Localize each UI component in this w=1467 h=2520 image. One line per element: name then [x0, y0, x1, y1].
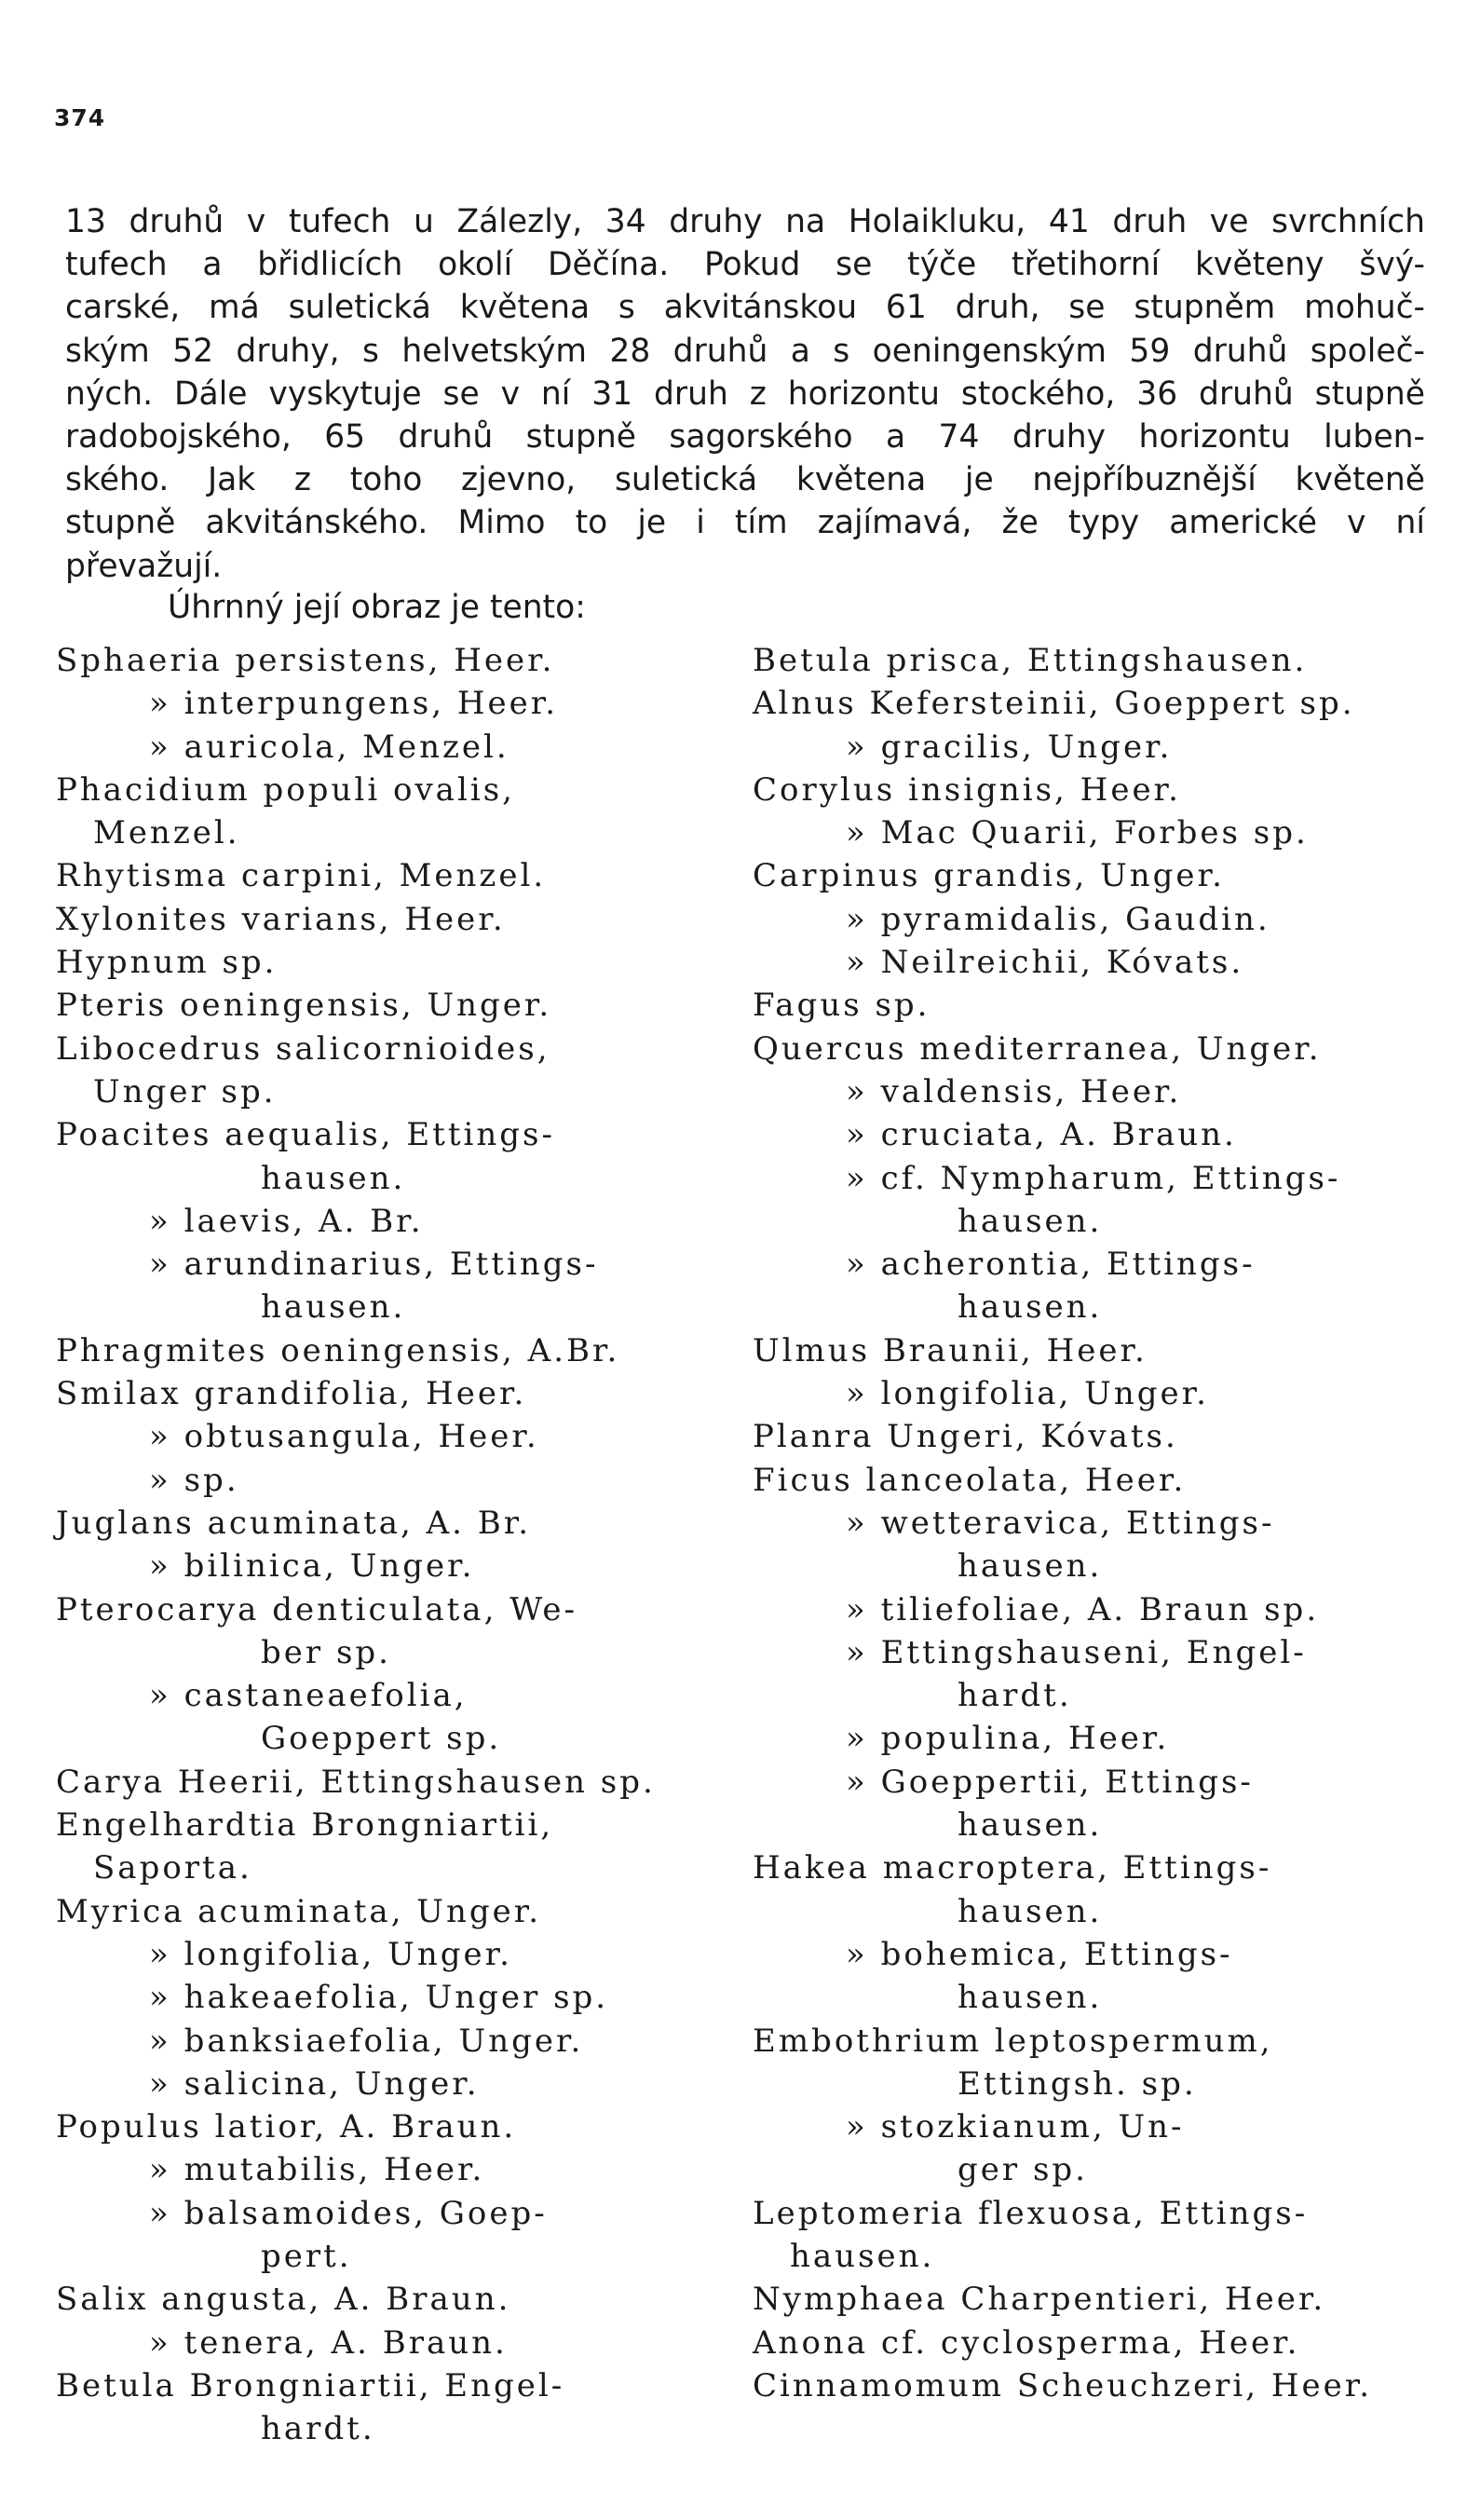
- species-entry: Myrica acuminata, Unger.: [56, 1892, 542, 1930]
- species-entry: Xylonites varians, Heer.: [56, 900, 506, 938]
- species-entry: Corylus insignis, Heer.: [753, 770, 1181, 809]
- species-entry: Betula prisca, Ettingshausen.: [753, 642, 1308, 679]
- intro-line: stupně akvitánského. Mimo to je i tím zajímavá, že typy americké v ní: [65, 504, 1425, 542]
- species-subentry: » acherontia, Ettings-: [753, 1243, 1442, 1286]
- summary-heading: Úhrnný její obraz je tento:: [168, 589, 586, 626]
- species-entry: Ficus lanceolata, Heer.: [753, 1461, 1187, 1499]
- species-subentry: » tenera, A. Braun.: [56, 2322, 727, 2364]
- species-subentry: » bilinica, Unger.: [56, 1545, 727, 1587]
- intro-line: tufech a břidlicích okolí Děčína. Pokud se týče třetihorní květeny švý-: [65, 246, 1425, 284]
- species-entry: Pteris oeningensis, Unger.: [56, 987, 552, 1025]
- species-entry-continuation: hausen.: [958, 1547, 1103, 1586]
- species-subentry: » wetteravica, Ettings-: [753, 1502, 1442, 1545]
- species-subentry: » gracilis, Unger.: [753, 726, 1442, 769]
- species-entry: Libocedrus salicornioides,: [56, 1029, 550, 1068]
- species-entry-continuation: Saporta.: [93, 1849, 252, 1887]
- species-subentry: » longifolia, Unger.: [56, 1933, 727, 1976]
- intro-line: ským 52 druhy, s helvetským 28 druhů a s oeningenským 59 druhů společ-: [65, 332, 1425, 370]
- species-entry: Pterocarya denticulata, We-: [56, 1590, 577, 1628]
- species-entry: Rhytisma carpini, Menzel.: [56, 857, 547, 895]
- intro-line: ných. Dále vyskytuje se v ní 31 druh z horizontu stockého, 36 druhů stupně: [65, 375, 1425, 413]
- species-list-left: [56, 639, 727, 2450]
- intro-line: radobojského, 65 druhů stupně sagorského a 74 druhy horizontu luben-: [65, 418, 1425, 456]
- species-subentry: » arundinarius, Ettings-: [56, 1243, 727, 1286]
- species-subentry: » salicina, Unger.: [56, 2063, 727, 2105]
- species-subentry: » banksiaefolia, Unger.: [56, 2020, 727, 2063]
- intro-line: ského. Jak z toho zjevno, suletická květena je nejpříbuznější květeně: [65, 461, 1425, 499]
- species-entry: Ulmus Braunii, Heer.: [753, 1331, 1148, 1369]
- species-subentry: » bohemica, Ettings-: [753, 1933, 1442, 1976]
- species-entry: Carya Heerii, Ettingshausen sp.: [56, 1763, 656, 1801]
- species-entry-continuation: Goeppert sp.: [261, 1720, 502, 1758]
- species-entry-continuation: hardt.: [958, 1677, 1072, 1715]
- species-entry: Phragmites oeningensis, A.Br.: [56, 1331, 620, 1369]
- species-subentry: » pyramidalis, Gaudin.: [753, 898, 1442, 941]
- species-entry: Engelhardtia Brongniartii,: [56, 1806, 554, 1845]
- species-entry: Quercus mediterranea, Unger.: [753, 1029, 1322, 1068]
- species-entry: Cinnamomum Scheuchzeri, Heer.: [753, 2366, 1373, 2404]
- species-entry: Alnus Kefersteinii, Goeppert sp.: [753, 685, 1355, 723]
- species-entry: Salix angusta, A. Braun.: [56, 2281, 511, 2319]
- species-subentry: » auricola, Menzel.: [56, 726, 727, 769]
- species-entry: Leptomeria flexuosa, Ettings-: [753, 2194, 1309, 2232]
- species-entry-continuation: Menzel.: [93, 814, 240, 852]
- species-subentry: » longifolia, Unger.: [753, 1372, 1442, 1415]
- species-entry: Phacidium populi ovalis,: [56, 770, 515, 809]
- species-entry: Planra Ungeri, Kóvats.: [753, 1418, 1178, 1456]
- species-entry: Anona cf. cyclosperma, Heer.: [753, 2323, 1300, 2362]
- species-subentry: » stozkianum, Un-: [753, 2105, 1442, 2148]
- species-subentry: » hakeaefolia, Unger sp.: [56, 1976, 727, 2019]
- species-entry-continuation: hausen.: [958, 1892, 1103, 1930]
- intro-paragraph: [65, 200, 1425, 588]
- species-entry-continuation: hausen.: [261, 1288, 406, 1327]
- species-entry: Fagus sp.: [753, 987, 930, 1025]
- species-entry-continuation: hausen.: [790, 2237, 935, 2275]
- species-entry: Poacites aequalis, Ettings-: [56, 1116, 555, 1154]
- species-subentry: » cruciata, A. Braun.: [753, 1113, 1442, 1156]
- species-entry: Betula Brongniartii, Engel-: [56, 2366, 565, 2404]
- intro-line: carské, má suletická květena s akvitánskou 61 druh, se stupněm mohuč-: [65, 289, 1425, 327]
- species-subentry: » tiliefoliae, A. Braun sp.: [753, 1588, 1442, 1631]
- intro-line: převažují.: [65, 547, 223, 585]
- species-entry-continuation: ger sp.: [958, 2151, 1088, 2189]
- species-subentry: » mutabilis, Heer.: [56, 2148, 727, 2191]
- species-subentry: » laevis, A. Br.: [56, 1200, 727, 1243]
- species-entry: Smilax grandifolia, Heer.: [56, 1375, 527, 1413]
- species-subentry: » obtusangula, Heer.: [56, 1415, 727, 1458]
- species-subentry: » interpungens, Heer.: [56, 682, 727, 725]
- species-subentry: » Mac Quarii, Forbes sp.: [753, 811, 1442, 854]
- species-entry-continuation: Unger sp.: [93, 1072, 277, 1110]
- species-entry: Juglans acuminata, A. Br.: [56, 1504, 532, 1542]
- species-subentry: » sp.: [56, 1459, 727, 1502]
- species-entry-continuation: hausen.: [958, 1288, 1103, 1327]
- species-entry: Populus latior, A. Braun.: [56, 2108, 517, 2146]
- species-entry-continuation: hausen.: [958, 1202, 1103, 1240]
- species-subentry: » Goeppertii, Ettings-: [753, 1761, 1442, 1804]
- species-entry: Nymphaea Charpentieri, Heer.: [753, 2281, 1326, 2319]
- species-subentry: » Neilreichii, Kóvats.: [753, 941, 1442, 984]
- species-subentry: » cf. Nympharum, Ettings-: [753, 1157, 1442, 1200]
- intro-line: 13 druhů v tufech u Zálezly, 34 druhy na Holaikluku, 41 druh ve svrchních: [65, 203, 1425, 240]
- species-subentry: » valdensis, Heer.: [753, 1070, 1442, 1113]
- species-subentry: » castaneaefolia,: [56, 1674, 727, 1717]
- species-subentry: » Ettingshauseni, Engel-: [753, 1631, 1442, 1674]
- species-subentry: » populina, Heer.: [753, 1717, 1442, 1760]
- species-entry: Sphaeria persistens, Heer.: [56, 642, 555, 679]
- species-entry-continuation: hausen.: [261, 1159, 406, 1197]
- species-subentry: » balsamoides, Goep-: [56, 2192, 727, 2235]
- species-entry: Hypnum sp.: [56, 944, 278, 982]
- species-list-right: [753, 639, 1442, 2407]
- species-entry: Hakea macroptera, Ettings-: [753, 1849, 1272, 1887]
- species-entry: Embothrium leptospermum,: [753, 2022, 1273, 2060]
- species-entry-continuation: Ettingsh. sp.: [958, 2064, 1197, 2103]
- species-entry-continuation: ber sp.: [261, 1633, 391, 1671]
- species-entry-continuation: hausen.: [958, 1979, 1103, 2017]
- page-number: 374: [54, 104, 106, 131]
- species-entry-continuation: hardt.: [261, 2410, 375, 2448]
- species-entry-continuation: hausen.: [958, 1806, 1103, 1845]
- species-entry: Carpinus grandis, Unger.: [753, 857, 1225, 895]
- species-entry-continuation: pert.: [261, 2237, 352, 2275]
